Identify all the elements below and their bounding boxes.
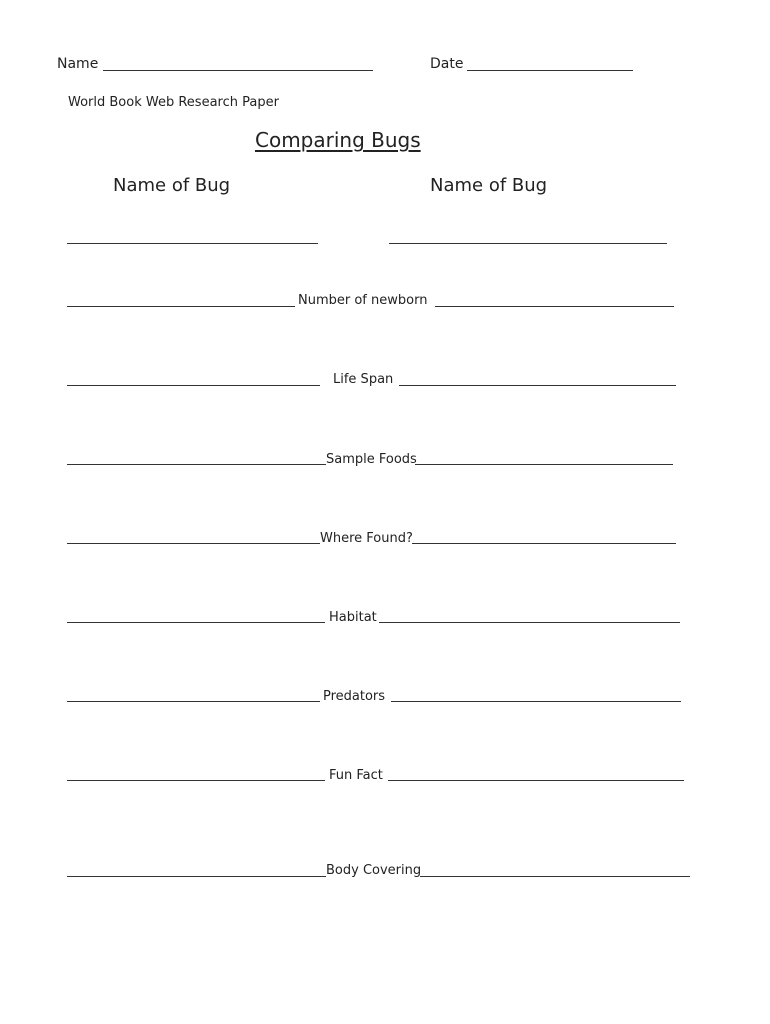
date-field[interactable] bbox=[467, 70, 633, 71]
right-field-fun-fact[interactable] bbox=[388, 780, 684, 781]
row-label-predators: Predators bbox=[323, 689, 386, 704]
row-label-fun-fact: Fun Fact bbox=[329, 768, 383, 783]
left-bug-name-field[interactable] bbox=[67, 243, 318, 244]
right-field-life-span[interactable] bbox=[399, 385, 676, 386]
right-field-body-covering[interactable] bbox=[420, 876, 690, 877]
left-bug-heading: Name of Bug bbox=[113, 175, 231, 196]
right-bug-heading: Name of Bug bbox=[430, 175, 548, 196]
left-field-fun-fact[interactable] bbox=[67, 780, 325, 781]
page-title: Comparing Bugs bbox=[255, 128, 421, 152]
right-field-habitat[interactable] bbox=[379, 622, 680, 623]
row-label-life-span: Life Span bbox=[333, 372, 394, 387]
name-label: Name bbox=[57, 56, 99, 72]
left-field-life-span[interactable] bbox=[67, 385, 320, 386]
right-field-predators[interactable] bbox=[391, 701, 681, 702]
right-field-sample-foods[interactable] bbox=[415, 464, 673, 465]
row-label-habitat: Habitat bbox=[329, 610, 377, 625]
left-field-where-found[interactable] bbox=[67, 543, 320, 544]
row-label-sample-foods: Sample Foods bbox=[326, 452, 417, 467]
row-label-body-covering: Body Covering bbox=[326, 863, 422, 878]
left-field-predators[interactable] bbox=[67, 701, 320, 702]
right-field-where-found[interactable] bbox=[412, 543, 676, 544]
left-field-sample-foods[interactable] bbox=[67, 464, 326, 465]
row-label-where-found: Where Found? bbox=[320, 531, 413, 546]
date-label: Date bbox=[430, 56, 464, 72]
row-label-number-of-newborn: Number of newborn bbox=[298, 293, 428, 308]
name-field[interactable] bbox=[103, 70, 373, 71]
right-field-number-of-newborn[interactable] bbox=[435, 306, 674, 307]
left-field-habitat[interactable] bbox=[67, 622, 325, 623]
left-field-body-covering[interactable] bbox=[67, 876, 326, 877]
subtitle: World Book Web Research Paper bbox=[68, 95, 279, 110]
left-field-number-of-newborn[interactable] bbox=[67, 306, 295, 307]
right-bug-name-field[interactable] bbox=[389, 243, 667, 244]
